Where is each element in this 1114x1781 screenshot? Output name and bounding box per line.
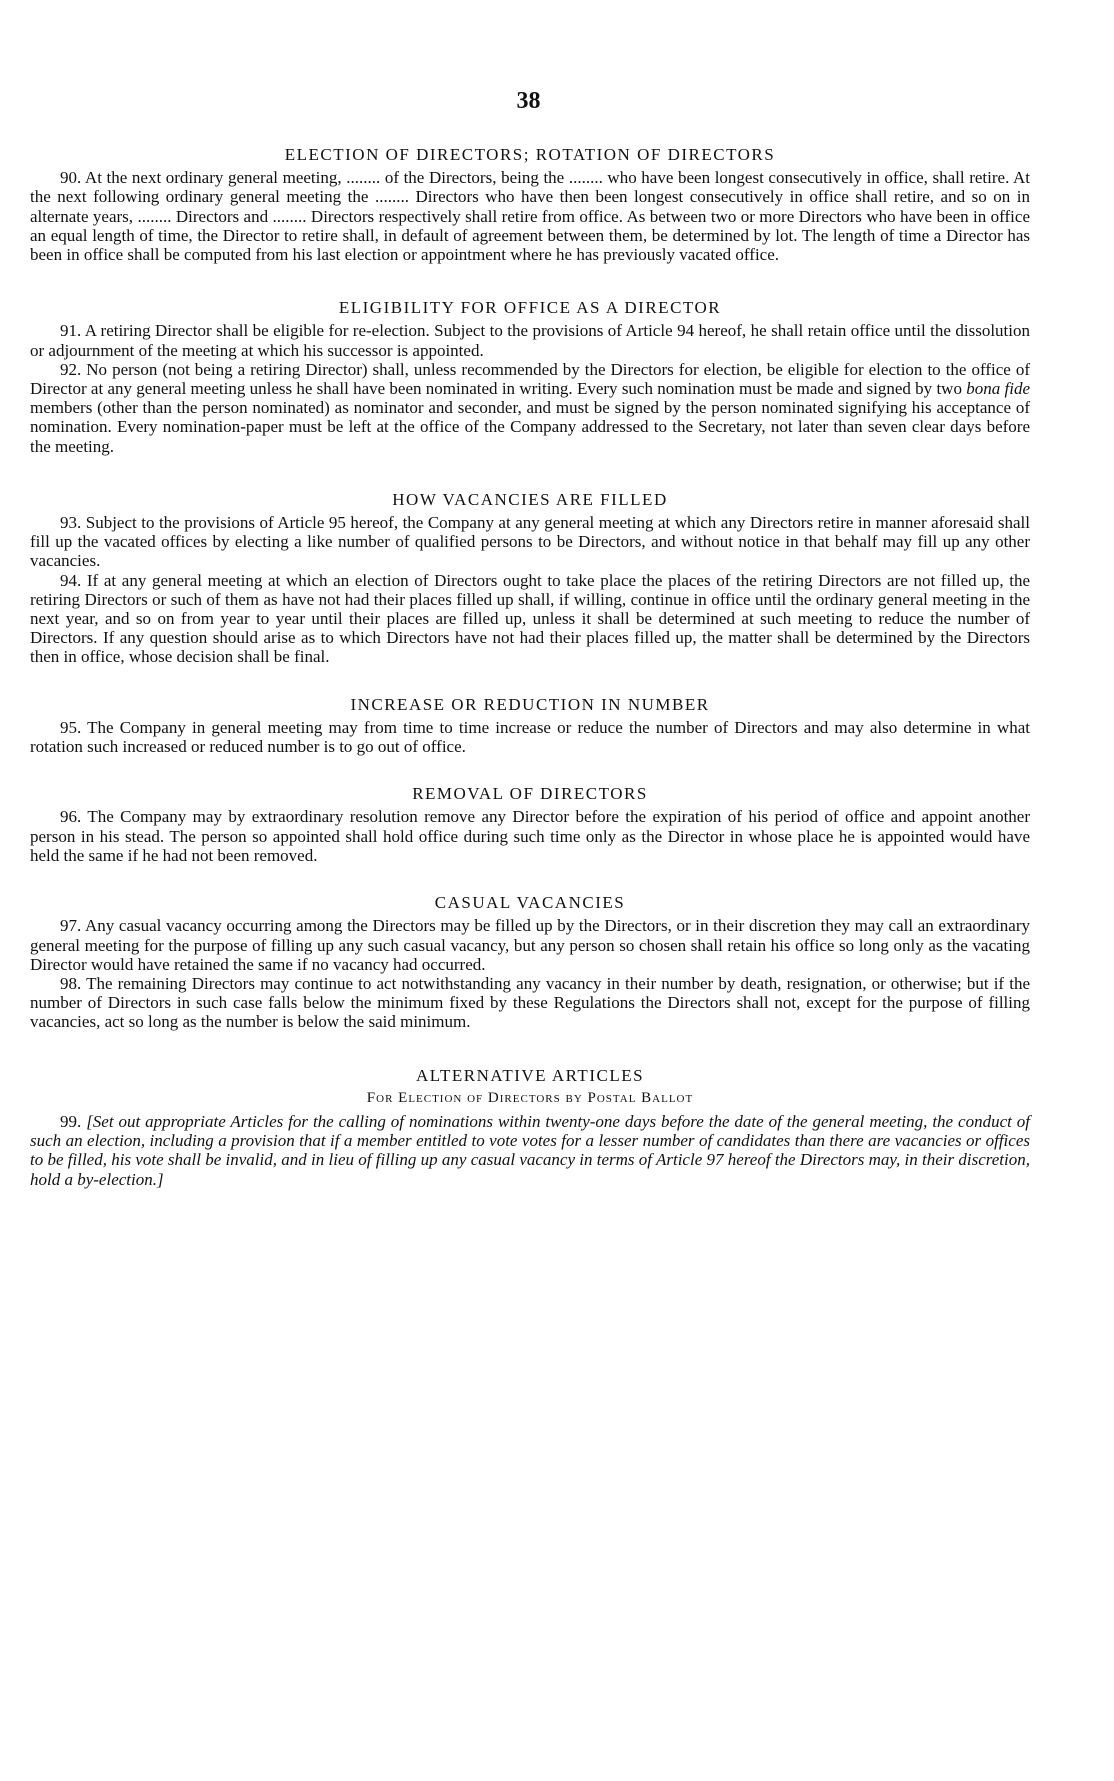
article-99 bbox=[30, 1112, 1030, 1189]
heading-eligibility: ELIGIBILITY FOR OFFICE AS A DIRECTOR bbox=[338, 298, 722, 318]
heading-removal: REMOVAL OF DIRECTORS bbox=[412, 784, 648, 804]
heading-increase-reduction: INCREASE OR REDUCTION IN NUMBER bbox=[350, 694, 710, 714]
article-91: 91. A retiring Director shall be eligible for re-election. Subject to the provisions of Article 94 hereof, he shall retain office until the dissolution or adjournment of the meeting at which his successor is appointed. bbox=[30, 321, 1030, 360]
article-97: 97. Any casual vacancy occurring among the Directors may be filled up by the Directors, or in their discretion they may call an extraordinary general meeting for the purpose of filling up any such casual vacancy, but any person so chosen shall retain his office so long only as the vacating Director would have retained the same if no vacancy had occurred. bbox=[30, 916, 1030, 974]
heading-how-vacancies-filled: HOW VACANCIES ARE FILLED bbox=[392, 489, 668, 509]
page-number: 38 bbox=[516, 88, 541, 114]
heading-alternative-articles: ALTERNATIVE ARTICLES bbox=[415, 1065, 645, 1085]
article-92-text-b: members (other than the person nominated) as nominator and seconder, and must be signed by the person nominated signifying his acceptance of nomination. Every nomination-paper must be left at the office of the Company addressed to the Secretary, not later than seven clear days before the meeting. bbox=[30, 398, 1030, 456]
article-93: 93. Subject to the provisions of Article 95 hereof, the Company at any general meeting at which any Directors retire in manner aforesaid shall fill up the vacated offices by electing a like number of qualified persons to be Directors, and without notice in that behalf may fill up any other vacancies. bbox=[30, 513, 1030, 571]
article-92 bbox=[30, 360, 1030, 456]
article-95: 95. The Company in general meeting may from time to time increase or reduce the number of Directors and may also determine in what rotation such increased or reduced number is to go out of office. bbox=[30, 717, 1030, 757]
article-98: 98. The remaining Directors may continue to act notwithstanding any vacancy in their number by death, resignation, or otherwise; but if the number of Directors in such case falls below the minimum fixed by these Regulations the Directors shall not, except for the purpose of filling vacancies, act so long as the number is below the said minimum. bbox=[30, 973, 1030, 1032]
article-94: 94. If at any general meeting at which an election of Directors ought to take place the places of the retiring Directors are not filled up, the retiring Directors or such of them as have not had their places filled up shall, if willing, continue in office until the ordinary general meeting in the next year, and so on from year to year until their places are filled up, unless it shall be determined at such meeting to reduce the number of Directors. If any question should arise as to which Directors have not had their places filled up, the matter shall be determined by the Directors then in office, whose decision shall be final. bbox=[30, 570, 1030, 667]
heading-casual-vacancies: CASUAL VACANCIES bbox=[434, 893, 626, 913]
article-99-number: 99. bbox=[60, 1111, 87, 1131]
article-99-text: [Set out appropriate Articles for the calling of nominations within twenty-one days before the date of the general meeting, the conduct of such an election, including a provision that if a member entitled to vote votes for a lesser number of candidates than there are vacancies or offices to be filled, his vote shall be invalid, and in lieu of filling up any casual vacancy in terms of Article 97 hereof the Directors may, in their discretion, hold a by-election.] bbox=[30, 1111, 1030, 1189]
page-content bbox=[30, 145, 1030, 1189]
heading-election-rotation: ELECTION OF DIRECTORS; ROTATION OF DIRECTORS bbox=[284, 145, 776, 164]
article-92-bona-fide: bona fide bbox=[966, 379, 1030, 399]
article-92-text-a: 92. No person (not being a retiring Director) shall, unless recommended by the Directors for election, be eligible for election to the office of Director at any general meeting unless he shall have been nominated in writing. Every such nomination must be made and signed by two bbox=[30, 359, 1030, 399]
article-96: 96. The Company may by extraordinary resolution remove any Director before the expiration of his period of office and appoint another person in his stead. The person so appointed shall hold office during such time only as the Director in whose place he is appointed would have held the same if he had not been removed. bbox=[30, 807, 1030, 865]
article-90: 90. At the next ordinary general meeting, ........ of the Directors, being the ........ who have been longest consecutively in office, shall retire. At the next following ordinary general meeting the ........ Directors who have then been longest consecutively in office shall retire, and so on in alternate years, ........ Directors and ........ Directors respectively shall retire from office. As between two or more Directors who have been in office an equal length of time, the Director to retire shall, in default of agreement between them, be determined by lot. The length of time a Director has been in office shall be computed from his last election or appointment where he has previously vacated office. bbox=[30, 168, 1030, 265]
subheading-postal-ballot: For Election of Directors by Postal Ballot bbox=[366, 1089, 694, 1106]
